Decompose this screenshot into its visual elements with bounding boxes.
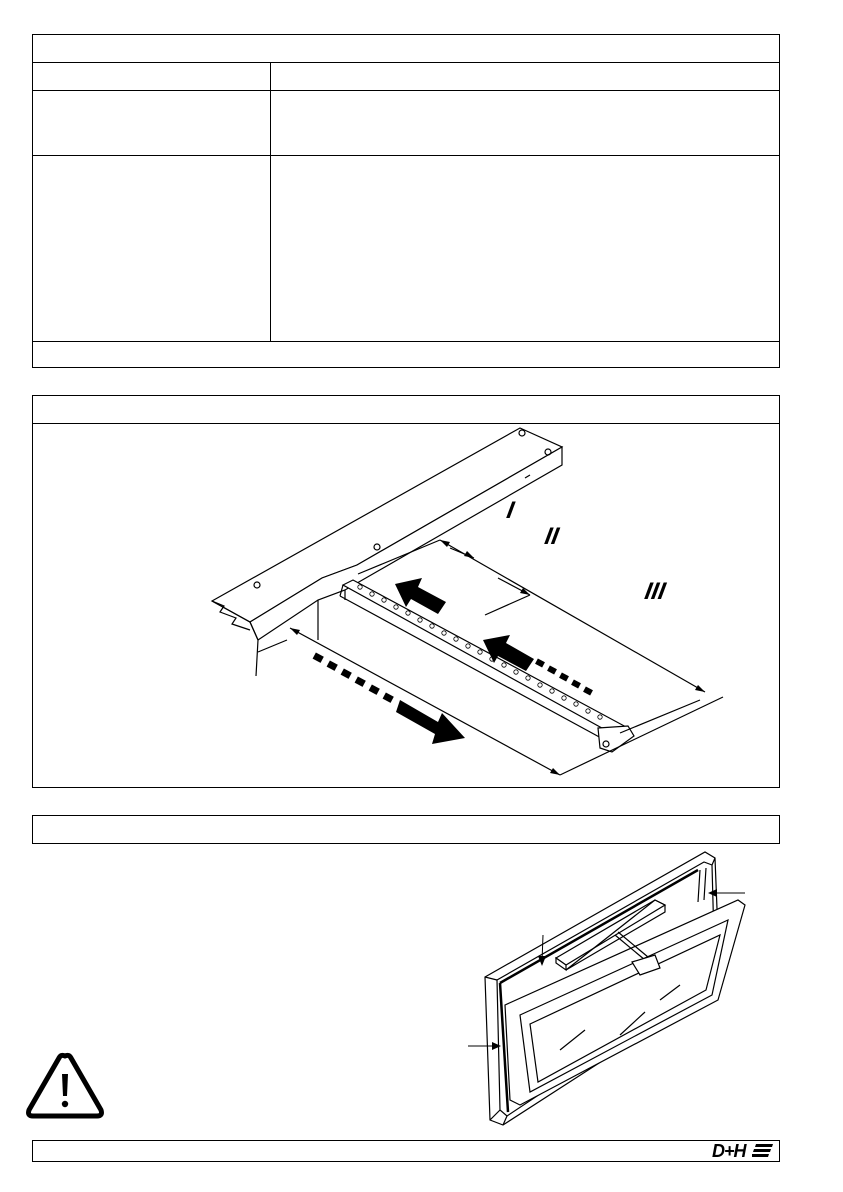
page-footer	[32, 1140, 780, 1162]
brand-logo: D+H	[712, 1141, 746, 1161]
label-I: I	[504, 497, 517, 524]
logo-stripes-icon	[752, 1143, 774, 1159]
label-III: III	[642, 578, 668, 605]
warning-icon	[25, 1050, 105, 1122]
label-II: II	[542, 523, 561, 550]
